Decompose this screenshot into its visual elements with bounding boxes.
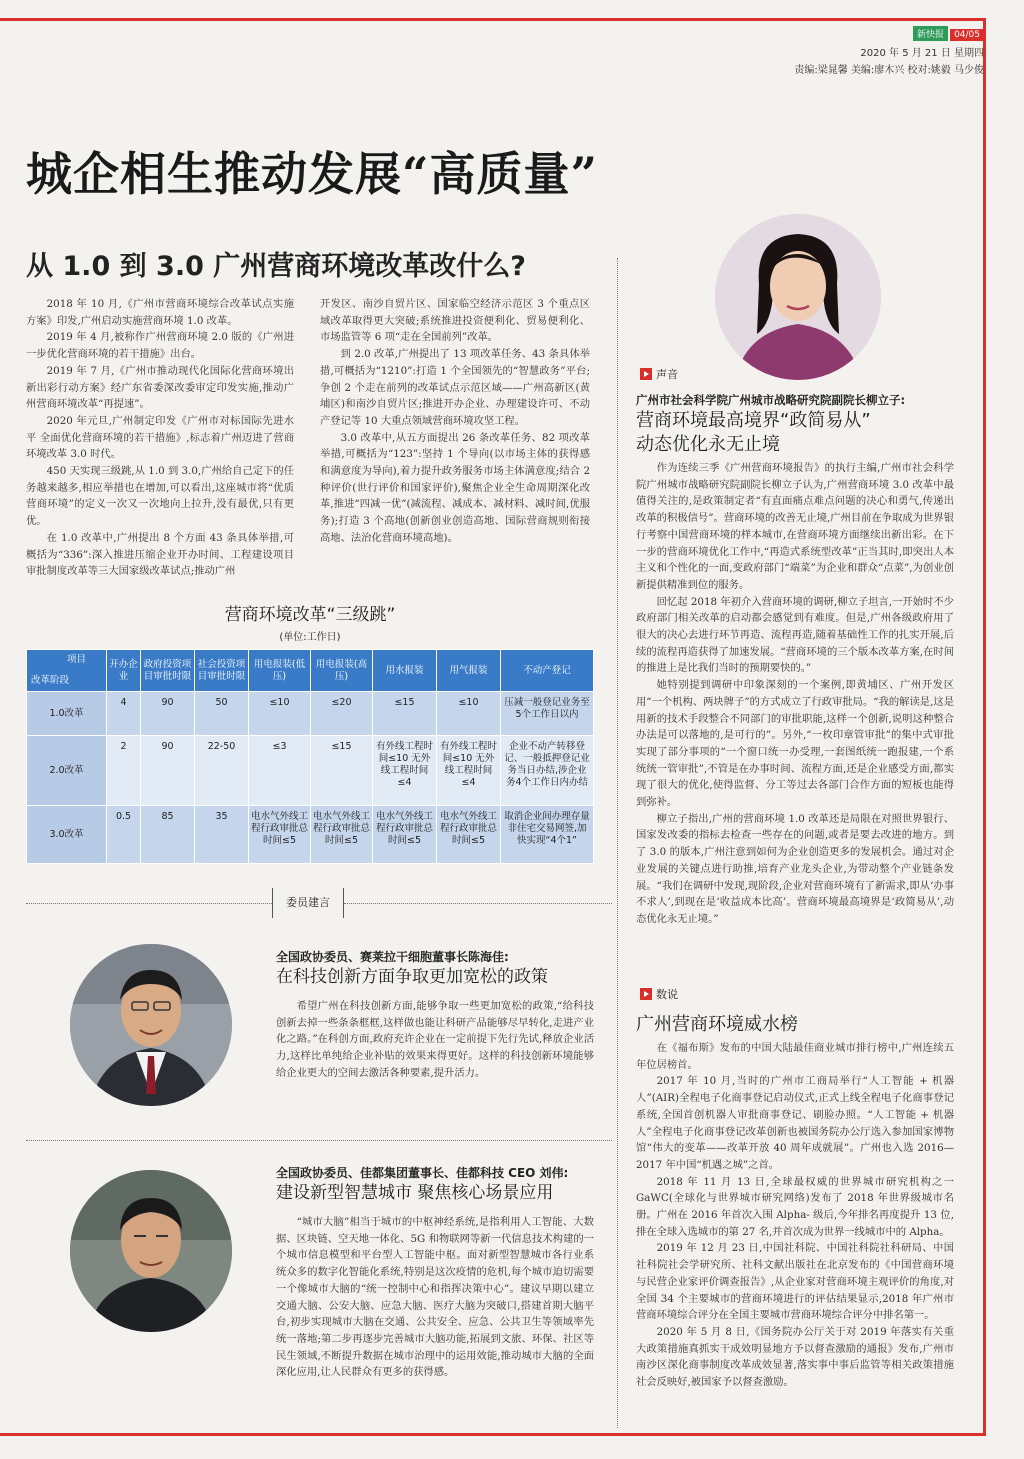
paragraph: 2019 年 12 月 23 日,中国社科院、中国社科院社科研局、中国社科院社会学研究所、社科文献出版社在北京发布的《中国营商环境与民营企业家评价调查报告》,从企业家对营商环境主观评价的角度,对全国 34 个主要城市的营商环境进行的评估结果显示,2018 年广州市营商环境综合评分在全国主要城市营商环境综合评分中排名第一。 bbox=[636, 1242, 954, 1322]
table-cell: 85 bbox=[141, 806, 195, 864]
main-headline: 城企相生推动发展“高质量” bbox=[26, 147, 598, 201]
paragraph: 2020 年元旦,广州制定印发《广州市对标国际先进水平 全面优化营商环境的若干措施》,标志着广州迈进了营商环境改革 3.0 时代。 bbox=[26, 414, 294, 461]
column-header: 开办企业 bbox=[107, 650, 141, 692]
play-icon bbox=[640, 368, 652, 380]
table-cell: ≤15 bbox=[373, 692, 437, 736]
table-cell: 2 bbox=[107, 736, 141, 806]
stage-cell: 1.0改革 bbox=[27, 692, 107, 736]
portrait-illustration bbox=[70, 944, 232, 1106]
article-subtitle: 从 1.0 到 3.0 广州营商环境改革改什么? bbox=[26, 251, 526, 282]
section-divider bbox=[344, 903, 612, 904]
committee-section-label: 委员建言 bbox=[272, 888, 344, 918]
paragraph: 回忆起 2018 年初介入营商环境的调研,柳立子坦言,一开始时不少政府部门相关改革的启动都会感觉到有难度。但是,广州各级政府用了很大的决心去进行环节再造、流程再造,随着基础性工作的扎实开展,后续的流程再造获得了加速发展。“营商环境的三个版本改革方案,在时间的推进上是比我们当时的预期要快的。” bbox=[636, 595, 954, 675]
table-cell: 90 bbox=[141, 736, 195, 806]
voice-section-label: 声音 bbox=[640, 366, 678, 382]
voice-headline-line2: 动态优化永无止境 bbox=[636, 434, 780, 455]
stage-cell: 2.0改革 bbox=[27, 736, 107, 806]
voice-headline-line1: 营商环境最高境界“政简易从” bbox=[636, 410, 871, 431]
table-cell: 压减一般登记业务至5个工作日以内 bbox=[501, 692, 594, 736]
data-section-label: 数说 bbox=[640, 986, 678, 1002]
guest1-text bbox=[276, 998, 594, 1098]
table-header-row bbox=[27, 650, 594, 692]
paragraph: 2018 年 11 月 13 日,全球最权威的世界城市研究机构之一 GaWC(全球化与世界城市研究网络)发布了 2018 年世界级城市名册。广州在 2016 年首次入围 Alpha- 级后,今年排名再度提升 13 位,排在全球入选城市的第 27 名,并首次成为世界一线城市中的 Alpha。 bbox=[636, 1175, 954, 1238]
paragraph: 2019 年 4 月,被称作广州营商环境 2.0 版的《广州进一步优化营商环境的若干措施》出台。 bbox=[26, 331, 294, 361]
voice-intro: 广州市社会科学院广州城市战略研究院副院长柳立子: bbox=[636, 393, 906, 407]
voice-article bbox=[636, 460, 954, 968]
table-corner-header bbox=[27, 650, 107, 692]
column-divider bbox=[617, 258, 618, 1428]
stage-cell: 3.0改革 bbox=[27, 806, 107, 864]
table-cell: 企业不动产转移登记、一般抵押登记业务当日办结,涉企业务4个工作日内办结 bbox=[501, 736, 594, 806]
table-cell: 90 bbox=[141, 692, 195, 736]
portrait-liu-wei bbox=[70, 1170, 232, 1332]
table-cell: ≤15 bbox=[311, 736, 373, 806]
table-cell: 电水气外线工程行政审批总时间≤5 bbox=[373, 806, 437, 864]
table-cell: 电水气外线工程行政审批总时间≤5 bbox=[249, 806, 311, 864]
column-header: 用电报装(高压) bbox=[311, 650, 373, 692]
corner-label-item: 项目 bbox=[66, 654, 86, 665]
table-cell: ≤3 bbox=[249, 736, 311, 806]
table-title: 营商环境改革“三级跳” bbox=[224, 605, 396, 625]
table-cell: ≤10 bbox=[249, 692, 311, 736]
column-header: 政府投资项目审批时限 bbox=[141, 650, 195, 692]
guest2-text bbox=[276, 1214, 594, 1410]
table-cell: ≤20 bbox=[311, 692, 373, 736]
portrait-liu-lizi bbox=[715, 214, 881, 380]
guest2-intro: 全国政协委员、佳都集团董事长、佳都科技 CEO 刘伟: bbox=[276, 1166, 569, 1180]
column-header: 用气报装 bbox=[437, 650, 501, 692]
paragraph: 2019 年 7 月,《广州市推动现代化国际化营商环境出新出彩行动方案》经广东省委深改委审定印发实施,推动广州营商环境改革“再提速”。 bbox=[26, 364, 294, 411]
guest1-intro: 全国政协委员、赛莱拉干细胞董事长陈海佳: bbox=[276, 950, 509, 964]
table-cell: 电水气外线工程行政审批总时间≤5 bbox=[437, 806, 501, 864]
table-cell: 0.5 bbox=[107, 806, 141, 864]
issue-date: 2020 年 5 月 21 日 星期四 bbox=[860, 48, 984, 59]
paragraph: 3.0 改革中,从五方面提出 26 条改革任务、82 项改革举措,可概括为“123”:坚持 1 个导向(以市场主体的获得感和满意度为导向),着力提升政务服务市场主体满意度;结合 2 种评价(世行评价和国家评价),聚焦企业全生命周期深化改革,推进“四减一优”(减流程、减成本、减材料、减时间,优服务);打造 3 个高地(创新创业创造高地、国际营商规则衔接高地、法治化营商环境高地)。 bbox=[320, 431, 590, 544]
paragraph: 希望广州在科技创新方面,能够争取一些更加宽松的政策,“给科技创新去掉一些条条框框,这样做也能让科研产品能够尽早转化,走进产业化之路。”在科创方面,政府充许企业在一定前提下先行先试,释放企业活力,这样比单纯给企业补贴的效果来得更好。这样的科技创新环境能够给企业更大的空间去激活各种要素,提升活力。 bbox=[276, 1000, 594, 1079]
table-row bbox=[27, 806, 594, 864]
masthead bbox=[654, 22, 984, 76]
guest2-headline: 建设新型智慧城市 聚焦核心场景应用 bbox=[276, 1183, 554, 1203]
paragraph: 2018 年 10 月,《广州市营商环境综合改革试点实施方案》印发,广州启动实施营商环境 1.0 改革。 bbox=[26, 298, 294, 327]
table-unit: (单位:工作日) bbox=[279, 632, 341, 643]
data-headline: 广州营商环境威水榜 bbox=[636, 1014, 798, 1035]
table-cell: 22-50 bbox=[195, 736, 249, 806]
paragraph: 作为连续三季《广州营商环境报告》的执行主编,广州市社会科学院广州城市战略研究院副院长柳立子认为,广州营商环境 3.0 改革中最值得关注的,是政策制定者“有直面痛点难点问题的决心和勇气,传递出改革的积极信号”。营商环境的改善无止境,广州目前在争取成为世界银行考察中国营商环境的样本城市,在营商环境方面继续出新出彩。在下一步的营商环境优化工作中,“再造式系统型改革”正当其时,即突出人本主义和个性化的一面,变政府部门“端菜”为企业和群众“点菜”,为创业创新提供精准到位的服务。 bbox=[636, 462, 954, 591]
portrait-illustration bbox=[70, 1170, 232, 1332]
paragraph: 柳立子指出,广州的营商环境 1.0 改革还是局限在对照世界银行、国家发改委的指标去检查一些存在的问题,或者是要去改进的地方。到了 3.0 的版本,广州注意到如何为企业创造更多的发展机会。通过对企业发展的关键点进行助推,培育产业龙头企业,为带动整个产业链条发展。“我们在调研中发现,现阶段,企业对营商环境有了新需求,即从‘办事不求人’,到现在是‘收益成本比高’。营商环境最高境界是‘政简易从’,动态优化永无止境。” bbox=[636, 812, 954, 925]
play-icon bbox=[640, 988, 652, 1000]
paragraph: 在《福布斯》发布的中国大陆最佳商业城市排行榜中,广州连续五年位居榜首。 bbox=[636, 1042, 954, 1071]
portrait-chen-haijia bbox=[70, 944, 232, 1106]
article-column-2 bbox=[320, 296, 590, 576]
paragraph: “城市大脑”相当于城市的中枢神经系统,是指利用人工智能、大数据、区块链、空天地一体化、5G 和物联网等新一代信息技术构建的一个城市信息模型和平台型人工智能中枢。面对新型智慧城市各行业系统众多的数字化智能化系统,特别是这次疫情的危机,每个城市迫切需要一个像城市大脑的“统一控制中心和指挥决策中心”。建议早期以建立交通大脑、公安大脑、应急大脑、医疗大脑为突破口,搭建首期大脑平台,初步实现城市大脑在交通、公共安全、应急、公共卫生等领域率先统一落地;第二步再逐步完善城市大脑功能,拓展到文旅、环保、社区等民生领域,不断提升数据在城市治理中的运用效能,推动城市大脑的全面深化应用,让人民群众有更多的获得感。 bbox=[276, 1216, 594, 1379]
portrait-illustration bbox=[715, 214, 881, 380]
column-header: 用电报装(低压) bbox=[249, 650, 311, 692]
guest1-headline: 在科技创新方面争取更加宽松的政策 bbox=[276, 967, 548, 987]
paragraph: 450 天实现三级跳,从 1.0 到 3.0,广州给自己定下的任务越来越多,相应举措也在增加,可以看出,这座城市将“优质营商环境”的定义一次又一次地向上拉升,没有最优,只有更优。 bbox=[26, 465, 294, 528]
article-column-1 bbox=[26, 296, 294, 576]
column-header: 不动产登记 bbox=[501, 650, 594, 692]
newspaper-tag: 新快报 bbox=[913, 26, 948, 41]
paragraph: 2017 年 10 月,当时的广州市工商局举行“人工智能 + 机器人”(AIR)全程电子化商事登记启动仪式,正式上线全程电子化商事登记系统,全国首创机器人审批商事登记、刷脸办照。“人工智能 + 机器人”全程电子化商事登记改革创新也被国务院办公厅选入参加国家博物馆“伟大的变革——改革开放 40 周年成就展”。广州也入选 2016—2017 年中国“机遇之城”之首。 bbox=[636, 1075, 954, 1171]
table-cell: 有外线工程时间≤10 无外线工程时间≤4 bbox=[373, 736, 437, 806]
table-row bbox=[27, 692, 594, 736]
table-cell: 有外线工程时间≤10 无外线工程时间≤4 bbox=[437, 736, 501, 806]
table-cell: ≤10 bbox=[437, 692, 501, 736]
data-article bbox=[636, 1040, 954, 1416]
table-cell: 电水气外线工程行政审批总时间≤5 bbox=[311, 806, 373, 864]
editors-credit: 责编:梁晁馨 美编:廖木兴 校对:姚毅 马少俊 bbox=[794, 65, 984, 76]
paragraph: 开发区、南沙自贸片区、国家临空经济示范区 3 个重点区域改革取得更大突破;系统推进投资便利化、贸易便利化、市场监管等 6 项“走在全国前列”改革。 bbox=[320, 298, 590, 344]
column-header: 用水报装 bbox=[373, 650, 437, 692]
table-cell: 取消企业间办理存量非住宅交易网签,加快实现“4个1” bbox=[501, 806, 594, 864]
section-divider bbox=[26, 1140, 612, 1141]
page-number-tag: 04/05 bbox=[950, 29, 984, 41]
reform-table-block bbox=[26, 600, 594, 864]
section-divider bbox=[26, 903, 272, 904]
corner-label-stage: 改革阶段 bbox=[31, 675, 70, 686]
table-cell: 35 bbox=[195, 806, 249, 864]
column-header: 社会投资项目审批时限 bbox=[195, 650, 249, 692]
table-cell: 50 bbox=[195, 692, 249, 736]
table-row bbox=[27, 736, 594, 806]
paragraph: 2020 年 5 月 8 日,《国务院办公厅关于对 2019 年落实有关重大政策措施真抓实干成效明显地方予以督查激励的通报》发布,广州市南沙区深化商事制度改革成效显著,落实事中事后监管等相关政策措施社会反映好,被国家予以督查激励。 bbox=[636, 1325, 954, 1389]
paragraph: 在 1.0 改革中,广州提出 8 个方面 43 条具体举措,可概括为“336”:深入推进压缩企业开办时间、工程建设项目审批制度改革等三大国家级改革试点;推动广州 bbox=[26, 531, 294, 576]
table-cell: 4 bbox=[107, 692, 141, 736]
paragraph: 到 2.0 改革,广州提出了 13 项改革任务、43 条具体举措,可概括为“1210”:打造 1 个全国领先的“智慧政务”平台;争创 2 个走在前列的改革试点示范区域——广州高新区(黄埔区)和南沙自贸片区;推进开办企业、办理建设许可、不动产登记等 10 大重点领域营商环境攻坚工程。 bbox=[320, 348, 590, 427]
reform-table bbox=[26, 649, 594, 864]
paragraph: 她特别提到调研中印象深刻的一个案例,即黄埔区、广州开发区用“一个机构、两块牌子”的方式成立了行政审批局。“我的解读是,这是用新的技术手段整合不同部门的审批职能,这样一个创新,说明这种整合办法是可以落地的,是可行的”。另外,“一枚印章管审批”的集中式审批实现了部分事项的“一个窗口统一办受理,一套图纸统一跑报建,一个系统统一管审批”,不管是在办事时间、流程方面,还是企业感受方面,都实现了很大的优化,使得监督、分工等过去各部门合作方面的短板也能得到弥补。 bbox=[636, 679, 954, 809]
